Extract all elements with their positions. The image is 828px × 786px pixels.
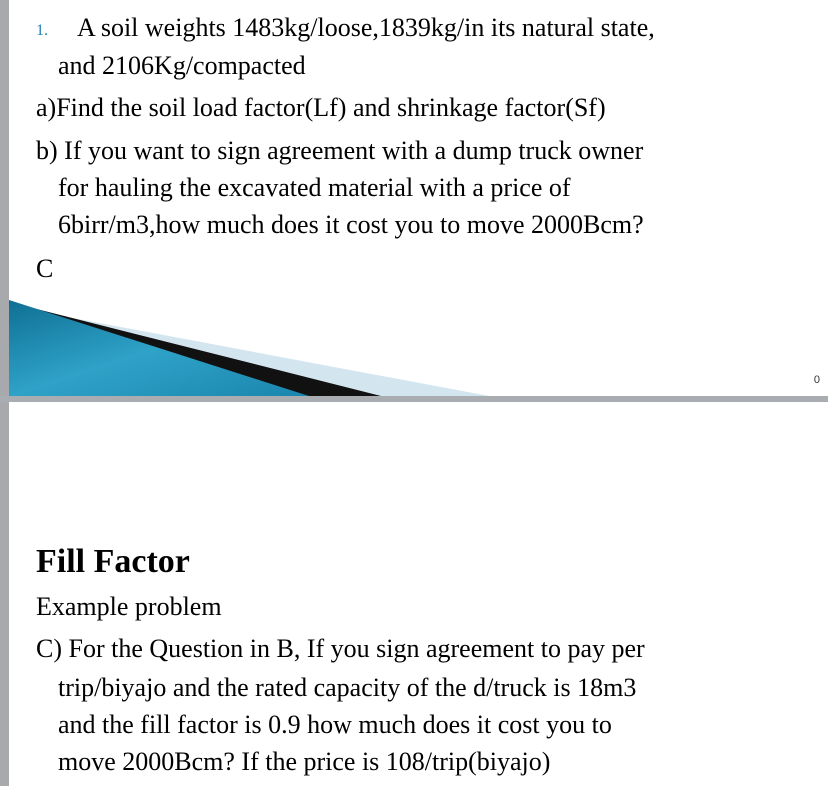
question-b-line: 6birr/m3,how much does it cost you to move 2000Bcm? [58, 210, 644, 239]
question-c-label: C [36, 254, 54, 283]
slide-subtitle: Example problem [36, 592, 222, 621]
question-c-line: trip/biyajo and the rated capacity of the d/truck is 18m3 [58, 673, 637, 702]
question-c-line: and the fill factor is 0.9 how much does it cost you to [58, 710, 612, 739]
slide-frame-left [0, 0, 9, 398]
question-b-line: for hauling the excavated material with a price of [58, 173, 571, 202]
question-b: b) If you want to sign agreement with a dump truck owner [36, 136, 644, 165]
problem-line: and 2106Kg/compacted [58, 51, 306, 80]
question-c: C) For the Question in B, If you sign agreement to pay per [36, 634, 645, 663]
problem-line: A soil weights 1483kg/loose,1839kg/in its natural state, [77, 13, 655, 42]
slide-number: 0 [813, 374, 820, 386]
list-item-number: 1. [36, 22, 48, 39]
slide-frame-left [0, 402, 9, 786]
slide-title: Fill Factor [36, 543, 190, 580]
question-c-line: move 2000Bcm? If the price is 108/trip(biyajo) [58, 747, 551, 776]
decorative-wedge [9, 298, 828, 398]
question-a: a)Find the soil load factor(Lf) and shrinkage factor(Sf) [36, 93, 606, 122]
